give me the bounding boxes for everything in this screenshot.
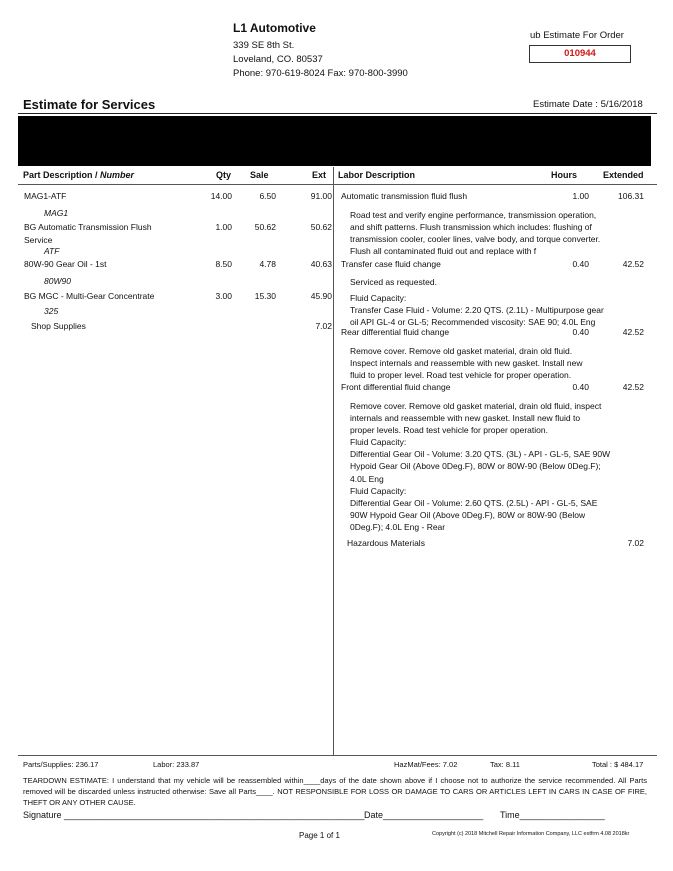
labor-row-5-extended: 7.02 — [627, 538, 644, 548]
part-row-1-sale: 6.50 — [259, 191, 276, 201]
labor-row-3-hours: 0.40 — [572, 327, 589, 337]
part-row-4-number: 325 — [44, 306, 59, 316]
parts-header-sale: Sale — [250, 170, 269, 180]
part-row-2-name: BG Automatic Transmission Flush — [24, 222, 152, 232]
column-divider — [333, 167, 334, 755]
total-hazmat: HazMat/Fees: 7.02 — [394, 760, 458, 769]
part-row-5-name: Shop Supplies — [31, 321, 86, 331]
part-row-1-number: MAG1 — [44, 208, 69, 218]
signature-line: Signature ____________________________________________________________ — [23, 810, 365, 820]
part-row-3-ext: 40.63 — [310, 259, 332, 269]
shop-address-line1: 339 SE 8th St. — [233, 40, 295, 51]
header-divider — [18, 113, 657, 114]
labor-row-2-notes: Serviced as requested. — [350, 277, 437, 287]
parts-header-ext: Ext — [312, 170, 327, 180]
part-row-3-number: 80W90 — [44, 276, 71, 286]
labor-row-4-extended: 42.52 — [622, 382, 644, 392]
part-row-3-name: 80W-90 Gear Oil - 1st — [24, 259, 107, 269]
part-row-4-qty: 3.00 — [215, 291, 232, 301]
labor-row-2-hours: 0.40 — [572, 259, 589, 269]
part-row-4-ext: 45.90 — [310, 291, 332, 301]
shop-address-line2: Loveland, CO. 80537 — [233, 54, 323, 65]
parts-header-description: Part Description / Number — [23, 170, 135, 180]
labor-row-1-name: Automatic transmission fluid flush — [341, 191, 468, 201]
labor-row-3-extended: 42.52 — [622, 327, 644, 337]
document-title: Estimate for Services — [23, 97, 156, 112]
labor-row-2-fluid-capacity: Fluid Capacity: Transfer Case Fluid - Volume: 2.20 QTS. (2.1L) - Multipurpose gear oil API GL-4 or GL-5; Recommended viscosity: SAE 90; 4.0L Eng — [350, 293, 604, 328]
labor-row-5-name: Hazardous Materials — [347, 538, 425, 548]
redacted-customer-block — [18, 116, 651, 166]
labor-header-hours: Hours — [551, 170, 578, 180]
page-number: Page 1 of 1 — [299, 831, 340, 840]
labor-row-4-notes: Remove cover. Remove old gasket material, drain old fluid, inspect internals and reassemble with new gasket. Install new fluid to proper levels. Road test vehicle for proper operation. Fluid Capacity: Differential Gear Oil - Volume: 3.20 QTS. (3L) - API - GL-5, SAE 90W Hypoid Gear Oil (Above 0Deg.F), 80W or 80W-90 (Below 0Deg.F); 4.0L Eng Fluid Capacity: Differential Gear Oil - Volume: 2.60 QTS. (2.5L) - API - GL-5, SAE 90W Hypoid Gear Oil (Above 0Deg.F), 80W or 80W-90 (Below 0Deg.F); 4.0L Eng - Rear — [350, 401, 611, 532]
labor-row-1-notes: Road test and verify engine performance, transmission operation, and shift patterns. Flush transmission which includes: flushing of transmission cooler, cooler lines, valve body, and torque converter. Flush all contaminated fluid out and replace with f — [350, 210, 601, 257]
date-line: Date____________________ — [364, 810, 484, 820]
total-labor: Labor: 233.87 — [153, 760, 200, 769]
shop-phone-fax: Phone: 970-619-8024 Fax: 970-800-3990 — [233, 68, 408, 79]
labor-header-extended: Extended — [603, 170, 644, 180]
column-header-rule — [18, 184, 657, 185]
parts-header-qty: Qty — [216, 170, 232, 180]
total-parts: Parts/Supplies: 236.17 — [23, 760, 99, 769]
part-row-1-ext: 91.00 — [310, 191, 332, 201]
labor-row-1-extended: 106.31 — [618, 191, 644, 201]
part-row-5-ext: 7.02 — [315, 321, 332, 331]
labor-row-2-extended: 42.52 — [622, 259, 644, 269]
order-label: ub Estimate For Order — [530, 30, 624, 41]
part-row-2-sale: 50.62 — [254, 222, 276, 232]
part-row-4-name: BG MGC - Multi-Gear Concentrate — [24, 291, 155, 301]
part-row-3-qty: 8.50 — [215, 259, 232, 269]
total-tax: Tax: 8.11 — [490, 760, 520, 769]
part-row-2-number: ATF — [44, 246, 60, 256]
part-row-2-qty: 1.00 — [215, 222, 232, 232]
labor-row-3-name: Rear differential fluid change — [341, 327, 450, 337]
order-number: 010944 — [529, 45, 631, 63]
labor-row-2-name: Transfer case fluid change — [341, 259, 441, 269]
grand-total: Total : $ 484.17 — [592, 760, 644, 769]
copyright-notice: Copyright (c) 2018 Mitchell Repair Information Company, LLC estfrm 4.08 2018kr — [432, 831, 630, 837]
labor-row-4-name: Front differential fluid change — [341, 382, 451, 392]
part-row-2-ext: 50.62 — [310, 222, 332, 232]
part-row-1-name: MAG1-ATF — [24, 191, 67, 201]
labor-header-description: Labor Description — [338, 170, 416, 180]
time-line: Time_________________ — [500, 810, 605, 820]
labor-row-3-notes: Remove cover. Remove old gasket material, drain old fluid. Inspect internals and reassemble with new gasket. Install new fluid to proper level. Road test vehicle for proper operation. — [350, 346, 583, 381]
labor-row-1-hours: 1.00 — [572, 191, 589, 201]
shop-name: L1 Automotive — [233, 21, 316, 35]
labor-row-4-hours: 0.40 — [572, 382, 589, 392]
part-row-2-name-cont: Service — [24, 235, 53, 245]
part-row-4-sale: 15.30 — [254, 291, 276, 301]
teardown-disclaimer: TEARDOWN ESTIMATE: I understand that my vehicle will be reassembled within____days of the date shown above if I choose not to authorize the service recommended. All Parts removed will be discarded unless instructed otherwise: Save all Parts____. NOT RESPONSIBLE FOR LOSS OR DAMAGE TO CARS OR ARTICLES LEFT IN CARS IN CASE OF FIRE, THEFT OR ANY OTHER CAUSE. — [23, 776, 647, 807]
part-row-1-qty: 14.00 — [210, 191, 232, 201]
part-row-3-sale: 4.78 — [259, 259, 276, 269]
footer-rule — [18, 755, 657, 756]
estimate-date: Estimate Date : 5/16/2018 — [533, 99, 643, 110]
